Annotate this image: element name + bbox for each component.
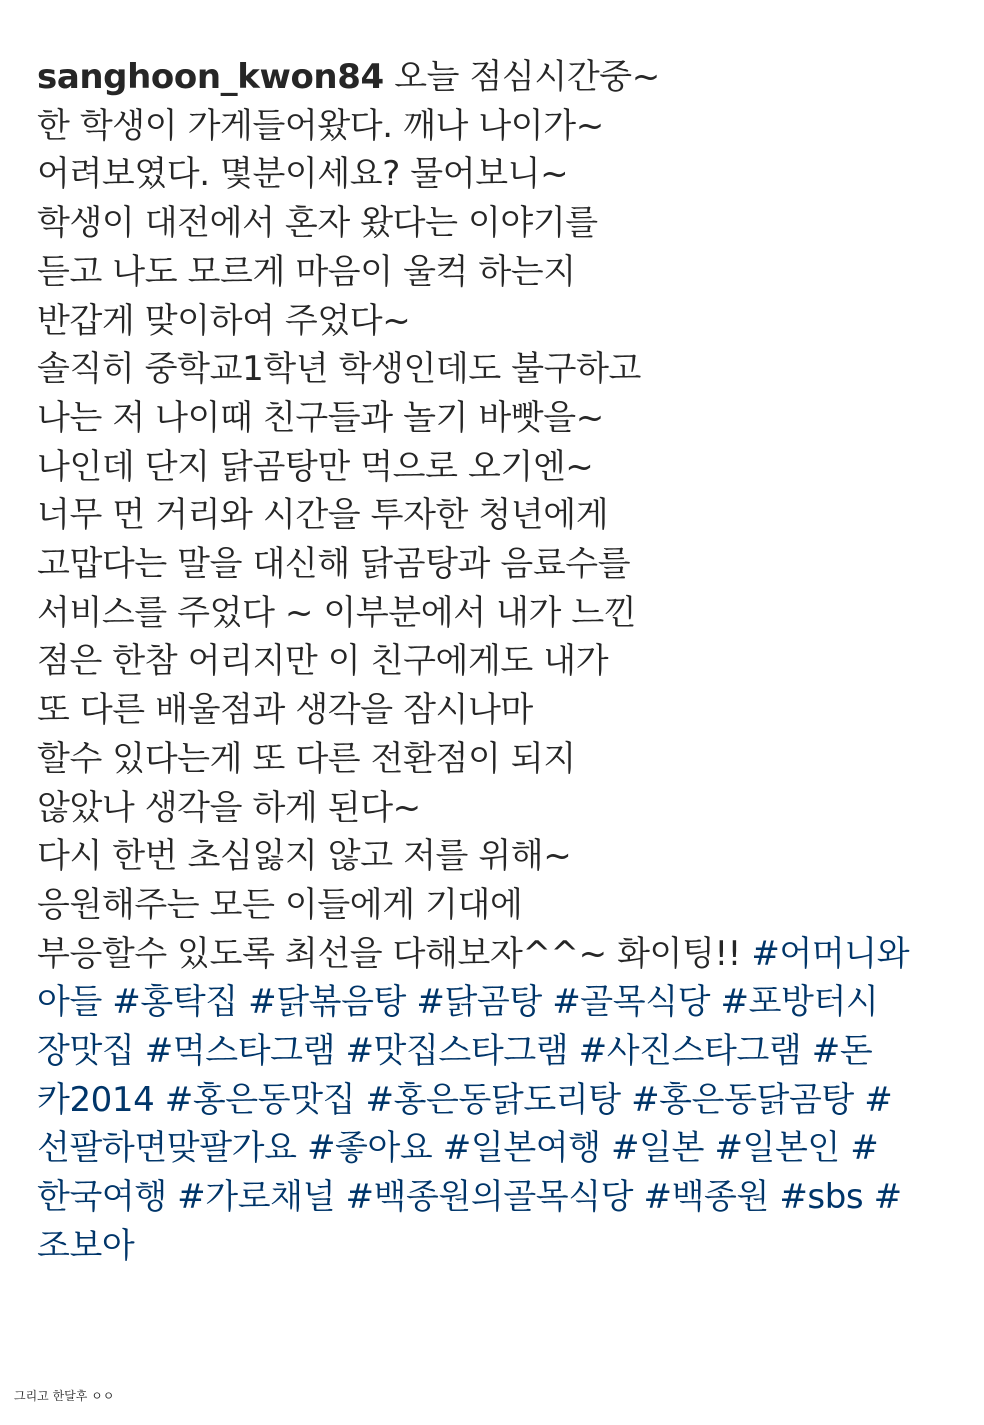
- caption-line: [37, 930, 967, 979]
- caption-line: 고맙다는 말을 대신해 닭곰탕과 음료수를: [37, 544, 631, 585]
- hashtag-line[interactable]: 장맛집 #먹스타그램 #맛집스타그램 #사진스타그램 #돈: [37, 1031, 873, 1072]
- caption-line: 솔직히 중학교1학년 학생인데도 불구하고: [37, 349, 642, 390]
- hashtag-line[interactable]: 한국여행 #가로채널 #백종원의골목식당 #백종원 #sbs #: [37, 1177, 902, 1218]
- caption-text: 부응할수 있도록 최선을 다해보자^^~ 화이팅!!: [37, 933, 741, 974]
- caption-line: 서비스를 주었다 ~ 이부분에서 내가 느낀: [37, 592, 637, 633]
- caption-line: 나인데 단지 닭곰탕만 먹으로 오기엔~: [37, 446, 594, 487]
- hashtag-line[interactable]: 카2014 #홍은동맛집 #홍은동닭도리탕 #홍은동닭곰탕 #: [37, 1079, 893, 1120]
- caption-line: 응원해주는 모든 이들에게 기대에: [37, 884, 523, 925]
- caption-text: 오늘 점심시간중~: [394, 57, 660, 97]
- caption-line: 않았나 생각을 하게 된다~: [37, 787, 421, 828]
- caption-line: [37, 53, 967, 102]
- caption-line: 반갑게 맞이하여 주었다~: [37, 300, 411, 341]
- caption-line: 할수 있다는게 또 다른 전환점이 되지: [37, 738, 576, 779]
- caption-line: 또 다른 배울점과 생각을 잠시나마: [37, 690, 533, 731]
- instagram-post-caption: [37, 53, 967, 1271]
- caption-line: 한 학생이 가게들어왔다. 깨나 나이가~: [37, 105, 604, 146]
- hashtag-link[interactable]: #어머니와: [751, 933, 910, 974]
- footer-caption: 그리고 한달후 ㅇㅇ: [14, 1389, 115, 1403]
- hashtag-line[interactable]: 아들 #홍탁집 #닭볶음탕 #닭곰탕 #골목식당 #포방터시: [37, 982, 879, 1023]
- caption-line: 어려보였다. 몇분이세요? 물어보니~: [37, 154, 569, 195]
- caption-line: 다시 한번 초심잃지 않고 저를 위해~: [37, 836, 572, 877]
- username-link[interactable]: sanghoon_kwon84: [37, 57, 384, 97]
- caption-line: 학생이 대전에서 혼자 왔다는 이야기를: [37, 203, 598, 244]
- caption-line: 점은 한참 어리지만 이 친구에게도 내가: [37, 641, 609, 682]
- caption-line: 나는 저 나이때 친구들과 놀기 바빳을~: [37, 397, 604, 438]
- caption-line: 듣고 나도 모르게 마음이 울컥 하는지: [37, 251, 576, 292]
- hashtag-line[interactable]: 조보아: [37, 1225, 135, 1266]
- hashtag-line[interactable]: 선팔하면맞팔가요 #좋아요 #일본여행 #일본 #일본인 #: [37, 1128, 879, 1169]
- caption-line: 너무 먼 거리와 시간을 투자한 청년에게: [37, 495, 609, 536]
